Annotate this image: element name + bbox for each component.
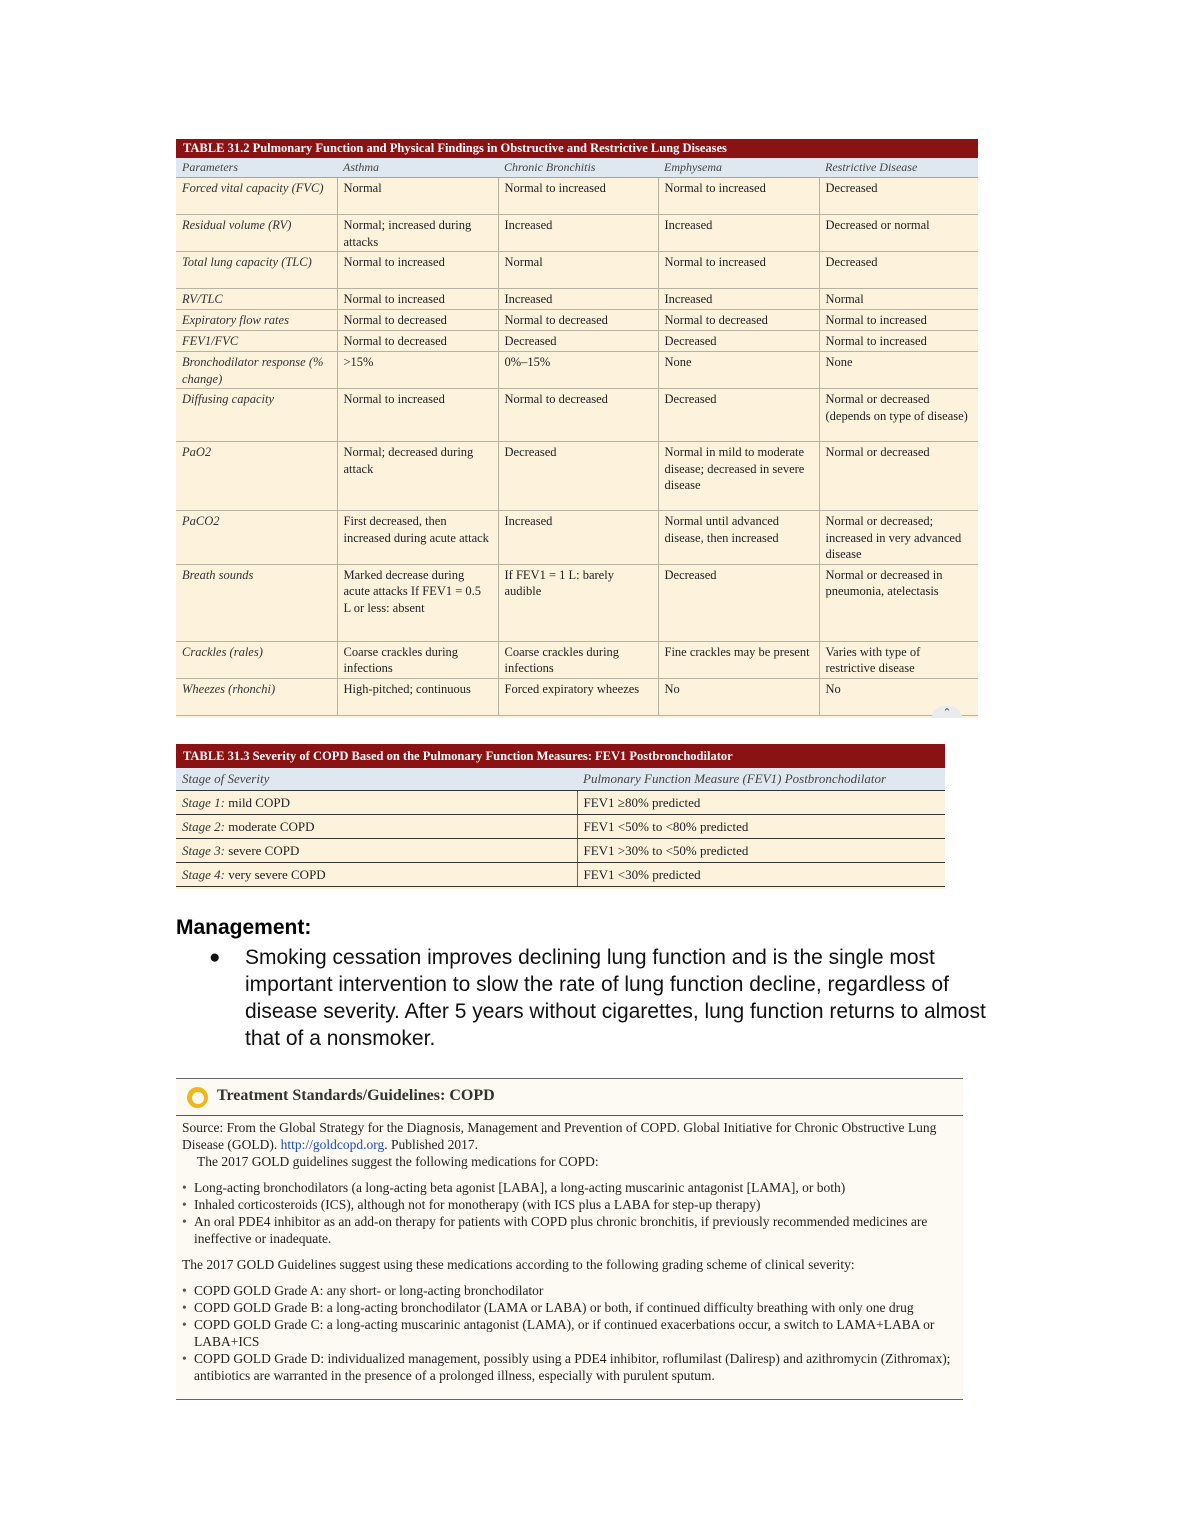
stage-label: Stage 2: xyxy=(182,818,225,834)
table-cell: Normal in mild to moderate disease; decreased in severe disease xyxy=(658,442,819,511)
table-31-2-title: TABLE 31.2 Pulmonary Function and Physical Findings in Obstructive and Restrictive Lung Diseases xyxy=(176,139,978,158)
table-cell: Normal to decreased xyxy=(498,310,658,331)
table-cell xyxy=(176,815,577,839)
table-cell: Normal to increased xyxy=(819,310,978,331)
table-31-3-title: TABLE 31.3 Severity of COPD Based on the Pulmonary Function Measures: FEV1 Postbronchodilator xyxy=(176,744,945,768)
bullet-icon: • xyxy=(182,1300,187,1315)
grade-list xyxy=(182,1282,962,1384)
table-cell: 0%–15% xyxy=(498,352,658,389)
table-cell: Decreased xyxy=(819,178,978,215)
list-item-text: Smoking cessation improves declining lung function and is the single most important intervention to slow the rate of lung function decline, regardless of disease severity. After 5 years without cigarettes, lung function returns to almost that of a nonsmoker. xyxy=(245,946,986,1050)
bullet-icon: • xyxy=(182,1214,187,1229)
stage-label: Stage 3: xyxy=(182,842,225,858)
table-cell: RV/TLC xyxy=(176,289,337,310)
table-cell: FEV1 ≥80% predicted xyxy=(577,791,945,815)
table-cell: Normal; decreased during attack xyxy=(337,442,498,511)
table-cell: Normal to increased xyxy=(658,252,819,289)
table-cell: Normal to decreased xyxy=(337,310,498,331)
severity-label: severe COPD xyxy=(228,842,300,858)
table-header-row xyxy=(176,768,945,791)
table-cell: PaO2 xyxy=(176,442,337,511)
table-cell: Normal or decreased (depends on type of disease) xyxy=(819,389,978,442)
management-list xyxy=(209,944,1025,1052)
management-heading: Management: xyxy=(176,916,312,939)
table-cell: Normal or decreased xyxy=(819,442,978,511)
list-item-text: COPD GOLD Grade C: a long-acting muscarinic antagonist (LAMA), or if continued exacerbations occur, a switch to LAMA+LABA or LABA+ICS xyxy=(194,1317,935,1349)
table-row xyxy=(176,564,978,641)
source-text xyxy=(182,1119,962,1153)
list-item-text: An oral PDE4 inhibitor as an add-on therapy for patients with COPD plus chronic bronchitis, if previously recommended medicines are ineffective or inadequate. xyxy=(194,1214,928,1246)
table-cell: Normal to decreased xyxy=(498,389,658,442)
table-cell: High-pitched; continuous xyxy=(337,678,498,715)
table-cell: Marked decrease during acute attacks If FEV1 = 0.5 L or less: absent xyxy=(337,564,498,641)
table-cell: Normal xyxy=(498,252,658,289)
header-cell: Stage of Severity xyxy=(176,768,577,791)
table-cell: Bronchodilator response (% change) xyxy=(176,352,337,389)
table-cell: Normal to increased xyxy=(337,389,498,442)
table-row xyxy=(176,839,945,863)
table-cell: Normal or decreased in pneumonia, atelectasis xyxy=(819,564,978,641)
table-row xyxy=(176,331,978,352)
table-cell xyxy=(176,863,577,887)
table-cell: Wheezes (rhonchi) xyxy=(176,678,337,715)
table-cell: Increased xyxy=(658,215,819,252)
severity-label: mild COPD xyxy=(228,794,290,810)
table-cell: FEV1 >30% to <50% predicted xyxy=(577,839,945,863)
scroll-up-button[interactable] xyxy=(932,706,962,718)
table-cell: Normal xyxy=(337,178,498,215)
table-cell: Increased xyxy=(498,511,658,565)
list-item xyxy=(209,944,1025,1052)
bullet-icon: • xyxy=(182,1180,187,1195)
table-cell: If FEV1 = 1 L: barely audible xyxy=(498,564,658,641)
table-31-3 xyxy=(176,744,945,889)
list-item-text: COPD GOLD Grade D: individualized management, possibly using a PDE4 inhibitor, roflumilast (Daliresp) and azithromycin (Zithromax); antibiotics are warranted in the presence of a prolonged illness, especially with purulent sputum. xyxy=(194,1351,951,1383)
table-cell: Normal xyxy=(819,289,978,310)
table-cell: Coarse crackles during infections xyxy=(498,641,658,678)
table-cell: Increased xyxy=(498,215,658,252)
table-cell: Normal to increased xyxy=(337,289,498,310)
table-row xyxy=(176,815,945,839)
table-cell: Fine crackles may be present xyxy=(658,641,819,678)
table-row xyxy=(176,791,945,815)
severity-label: very severe COPD xyxy=(228,866,326,882)
table-31-2-grid xyxy=(176,158,978,716)
table-cell: Expiratory flow rates xyxy=(176,310,337,331)
table-cell: Diffusing capacity xyxy=(176,389,337,442)
table-row xyxy=(176,215,978,252)
table-cell: Decreased xyxy=(498,442,658,511)
table-row xyxy=(176,178,978,215)
bullet-icon: • xyxy=(182,1351,187,1366)
table-cell xyxy=(176,839,577,863)
table-cell: Coarse crackles during infections xyxy=(337,641,498,678)
guidelines-body xyxy=(182,1119,962,1384)
table-cell: No xyxy=(819,678,978,715)
table-cell: Varies with type of restrictive disease xyxy=(819,641,978,678)
table-row xyxy=(176,352,978,389)
table-row xyxy=(176,310,978,331)
table-cell: Normal until advanced disease, then increased xyxy=(658,511,819,565)
table-cell: >15% xyxy=(337,352,498,389)
table-cell: Normal; increased during attacks xyxy=(337,215,498,252)
table-cell: First decreased, then increased during acute attack xyxy=(337,511,498,565)
source-link[interactable]: http://goldcopd.org xyxy=(280,1137,385,1152)
table-cell: Residual volume (RV) xyxy=(176,215,337,252)
table-cell: Decreased xyxy=(658,389,819,442)
table-cell: Decreased or normal xyxy=(819,215,978,252)
table-cell: PaCO2 xyxy=(176,511,337,565)
header-cell: Chronic Bronchitis xyxy=(498,158,658,178)
list-item-text: COPD GOLD Grade A: any short- or long-acting bronchodilator xyxy=(194,1283,544,1298)
stage-label: Stage 1: xyxy=(182,794,225,810)
medication-list xyxy=(182,1179,962,1247)
table-cell: FEV1/FVC xyxy=(176,331,337,352)
table-31-2 xyxy=(176,139,978,718)
list-item xyxy=(182,1179,962,1196)
table-cell: Normal to increased xyxy=(819,331,978,352)
table-row xyxy=(176,289,978,310)
intro-text: The 2017 GOLD guidelines suggest the following medications for COPD: xyxy=(197,1154,599,1169)
table-cell: None xyxy=(819,352,978,389)
table-cell: Normal to increased xyxy=(498,178,658,215)
table-row xyxy=(176,389,978,442)
bullet-icon: • xyxy=(182,1317,187,1332)
table-cell: Breath sounds xyxy=(176,564,337,641)
list-item xyxy=(182,1316,962,1350)
list-item-text: Long-acting bronchodilators (a long-acting beta agonist [LABA], a long-acting muscarinic antagonist [LAMA], or both) xyxy=(194,1180,846,1195)
header-cell: Restrictive Disease xyxy=(819,158,978,178)
header-cell: Parameters xyxy=(176,158,337,178)
table-cell: Forced vital capacity (FVC) xyxy=(176,178,337,215)
list-item-text: COPD GOLD Grade B: a long-acting bronchodilator (LAMA or LABA) or both, if continued difficulty breathing with only one drug xyxy=(194,1300,914,1315)
table-cell: Normal to increased xyxy=(337,252,498,289)
table-row xyxy=(176,863,945,887)
table-row xyxy=(176,511,978,565)
grading-intro: The 2017 GOLD Guidelines suggest using these medications according to the following grading scheme of clinical severity: xyxy=(182,1257,855,1272)
guidelines-title: Treatment Standards/Guidelines: COPD xyxy=(217,1087,495,1104)
bullet-icon: ● xyxy=(209,947,221,968)
header-cell: Asthma xyxy=(337,158,498,178)
table-cell: Decreased xyxy=(819,252,978,289)
table-cell: Decreased xyxy=(658,331,819,352)
source-suffix: . Published 2017. xyxy=(384,1137,478,1152)
table-cell: FEV1 <50% to <80% predicted xyxy=(577,815,945,839)
header-cell: Pulmonary Function Measure (FEV1) Postbronchodilator xyxy=(577,768,945,791)
stage-label: Stage 4: xyxy=(182,866,225,882)
bullet-icon: • xyxy=(182,1283,187,1298)
bullet-icon: • xyxy=(182,1197,187,1212)
table-cell: Decreased xyxy=(658,564,819,641)
chevron-up-icon: ⌃ xyxy=(942,706,952,718)
severity-label: moderate COPD xyxy=(228,818,315,834)
table-31-3-grid xyxy=(176,768,945,887)
table-cell: FEV1 <30% predicted xyxy=(577,863,945,887)
table-cell: Increased xyxy=(498,289,658,310)
guidelines-icon xyxy=(187,1087,208,1108)
guidelines-header xyxy=(176,1079,963,1116)
list-item xyxy=(182,1282,962,1299)
table-row xyxy=(176,678,978,715)
table-cell: Increased xyxy=(658,289,819,310)
table-cell: Normal to decreased xyxy=(337,331,498,352)
list-item-text: Inhaled corticosteroids (ICS), although not for monotherapy (with ICS plus a LABA for step-up therapy) xyxy=(194,1197,761,1212)
table-cell: None xyxy=(658,352,819,389)
table-cell: Normal or decreased; increased in very advanced disease xyxy=(819,511,978,565)
table-row xyxy=(176,641,978,678)
list-item xyxy=(182,1196,962,1213)
table-header-row xyxy=(176,158,978,178)
list-item xyxy=(182,1350,962,1384)
table-cell: Normal to increased xyxy=(658,178,819,215)
table-row xyxy=(176,442,978,511)
table-cell: No xyxy=(658,678,819,715)
header-cell: Emphysema xyxy=(658,158,819,178)
list-item xyxy=(182,1213,962,1247)
list-item xyxy=(182,1299,962,1316)
table-cell: Decreased xyxy=(498,331,658,352)
table-cell: Crackles (rales) xyxy=(176,641,337,678)
table-cell: Total lung capacity (TLC) xyxy=(176,252,337,289)
table-cell: Forced expiratory wheezes xyxy=(498,678,658,715)
guidelines-box xyxy=(176,1078,963,1400)
table-cell xyxy=(176,791,577,815)
table-row xyxy=(176,252,978,289)
source-prefix: Source: From the Global Strategy for the Diagnosis, Management and Prevention of COPD. Global Initiative for Chronic Obstructive Lung Disease (GOLD). xyxy=(182,1120,937,1152)
table-cell: Normal to decreased xyxy=(658,310,819,331)
